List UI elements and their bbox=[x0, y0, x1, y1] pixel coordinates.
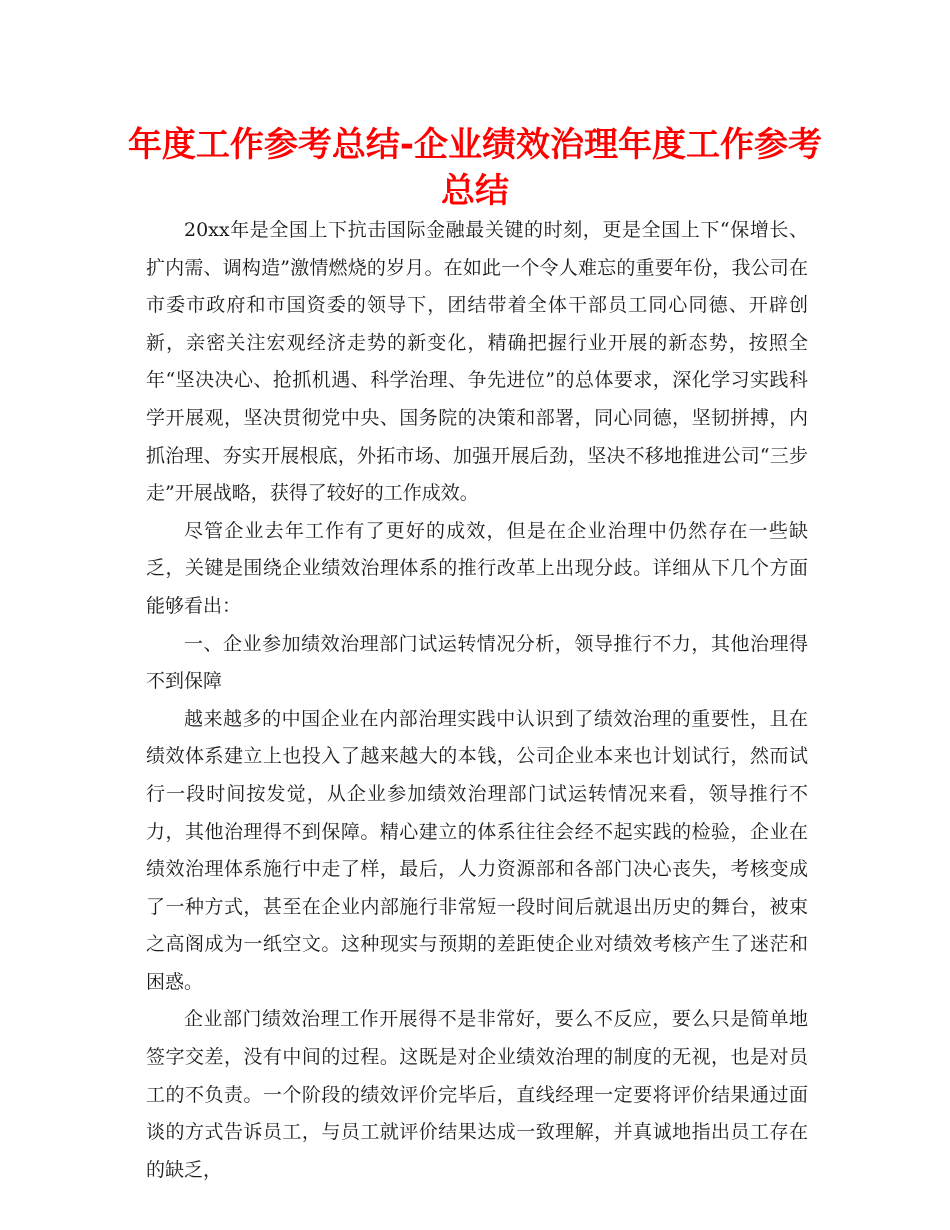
document-title: 年度工作参考总结-企业绩效治理年度工作参考总结 bbox=[127, 125, 823, 211]
paragraph-1: 20xx年是全国上下抗击国际金融最关键的时刻，更是全国上下“保增长、扩内需、调构造”激情燃烧的岁月。在如此一个令人难忘的重要年份，我公司在市委市政府和市国资委的领导下，团结带着全体干部员工同心同德、开辟创新，亲密关注宏观经济走势的新变化，精确把握行业开展的新态势，按照全年“坚决决心、抢抓机遇、科学治理、争先进位”的总体要求，深化学习实践科学开展观，坚决贯彻党中央、国务院的决策和部署，同心同德，坚韧拼搏，内抓治理、夯实开展根底，外拓市场、加强开展后劲，坚决不移地推进公司“三步走”开展战略，获得了较好的工作成效。 bbox=[146, 219, 808, 505]
document-body bbox=[146, 212, 808, 1189]
paragraph-3: 一、企业参加绩效治理部门试运转情况分析，领导推行不力，其他治理得不到保障 bbox=[146, 632, 808, 693]
paragraph-4: 越来越多的中国企业在内部治理实践中认识到了绩效治理的重要性，且在绩效体系建立上也投入了越来越大的本钱，公司企业本来也计划试行，然而试行一段时间按发觉，从企业参加绩效治理部门试运转情况来看，领导推行不力，其他治理得不到保障。精心建立的体系往往会经不起实践的检验，企业在绩效治理体系施行中走了样，最后，人力资源部和各部门决心丧失，考核变成了一种方式，甚至在企业内部施行非常短一段时间后就退出历史的舞台，被束之高阁成为一纸空文。这种现实与预期的差距使企业对绩效考核产生了迷茫和困惑。 bbox=[146, 707, 808, 993]
paragraph-5: 企业部门绩效治理工作开展得不是非常好，要么不反应，要么只是简单地签字交差，没有中间的过程。这既是对企业绩效治理的制度的无视，也是对员工的不负责。一个阶段的绩效评价完毕后，直线经理一定要将评价结果通过面谈的方式告诉员工，与员工就评价结果达成一致理解，并真诚地指出员工存在的缺乏， bbox=[146, 1008, 808, 1181]
paragraph-2: 尽管企业去年工作有了更好的成效，但是在企业治理中仍然存在一些缺乏，关键是围绕企业绩效治理体系的推行改革上出现分歧。详细从下几个方面能够看出： bbox=[146, 519, 808, 617]
